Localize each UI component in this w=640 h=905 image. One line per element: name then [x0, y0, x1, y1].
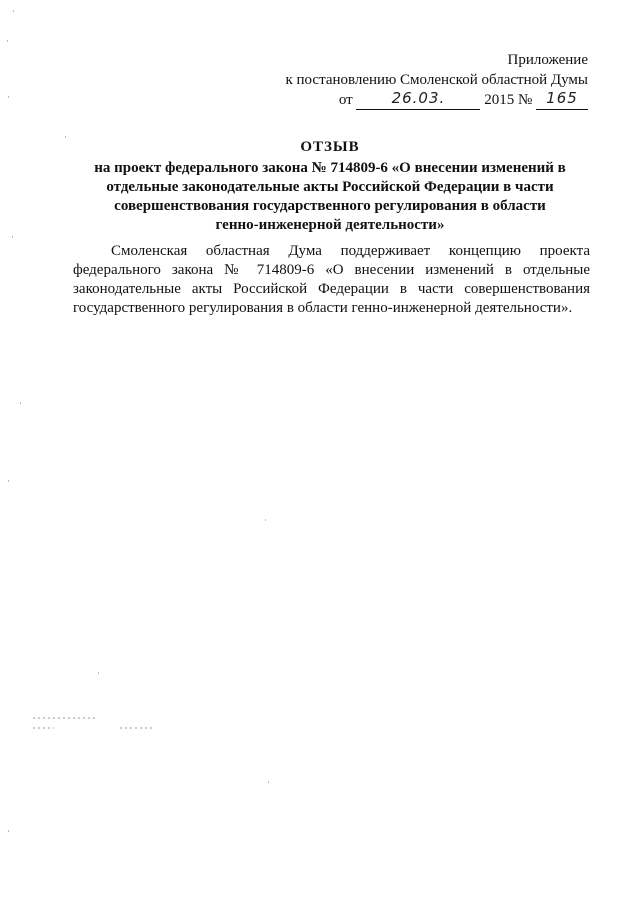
title-block — [70, 138, 590, 235]
subtitle-line: отдельные законодательные акты Российской Федерации в части — [106, 179, 554, 195]
date-prefix: от — [338, 92, 353, 108]
document-title: ОТЗЫВ — [300, 139, 360, 155]
date-field — [356, 91, 480, 110]
handwritten-number: 165 — [546, 89, 578, 107]
body-paragraph: Смоленская областная Дума поддерживает концепцию проекта федерального закона № 714809-6 «О внесении изменений в отдельные законодательные акты Российской Федерации в части совершенствования государственного регулирования в области генно-инженерной деятельности». — [73, 243, 590, 316]
number-field — [536, 91, 588, 110]
subtitle-line: генно-инженерной деятельности» — [215, 217, 445, 233]
handwritten-date: 26.03. — [391, 89, 446, 107]
appendix-label: Приложение — [507, 52, 588, 68]
subtitle-line: совершенствования государственного регулирования в области — [114, 198, 546, 214]
year-number-label: 2015 № — [484, 92, 533, 108]
resolution-reference: к постановлению Смоленской областной Думы — [285, 72, 588, 88]
date-number-line — [285, 90, 588, 110]
appendix-header — [285, 50, 588, 110]
subtitle-line: на проект федерального закона № 714809-6 «О внесении изменений в — [94, 160, 566, 176]
